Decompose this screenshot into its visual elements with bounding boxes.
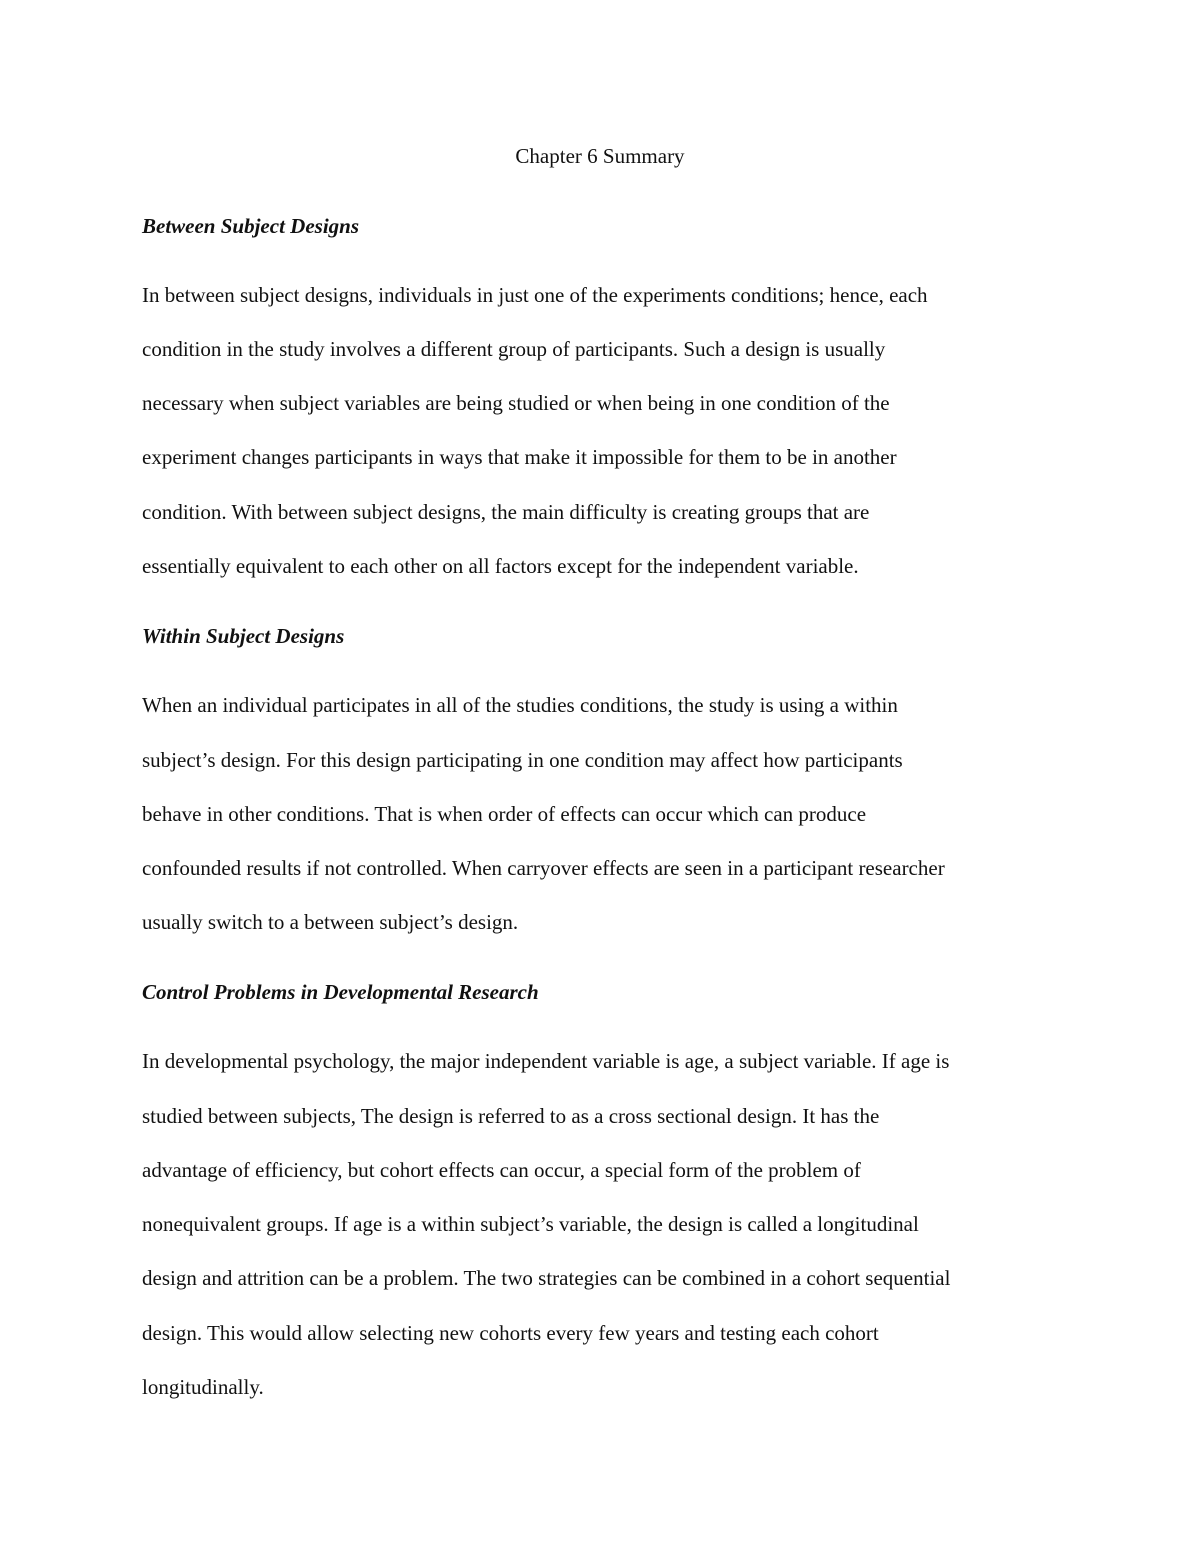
paragraph-line: condition in the study involves a different group of participants. Such a design is usually (142, 337, 886, 361)
paragraph-line: behave in other conditions. That is when order of effects can occur which can produce (142, 802, 867, 826)
paragraph-line: necessary when subject variables are being studied or when being in one condition of the (142, 391, 890, 415)
paragraph-line: usually switch to a between subject’s design. (142, 910, 519, 934)
section-heading: Within Subject Designs (142, 624, 345, 648)
paragraph-line: In developmental psychology, the major independent variable is age, a subject variable. If age is (142, 1049, 950, 1073)
paragraph-line: essentially equivalent to each other on all factors except for the independent variable. (142, 554, 859, 578)
paragraph-line: When an individual participates in all of the studies conditions, the study is using a within (142, 693, 898, 717)
paragraph-line: studied between subjects, The design is referred to as a cross sectional design. It has the (142, 1104, 880, 1128)
paragraph-line: subject’s design. For this design participating in one condition may affect how participants (142, 748, 903, 772)
paragraph-line: confounded results if not controlled. When carryover effects are seen in a participant researcher (142, 856, 945, 880)
paragraph-line: design. This would allow selecting new cohorts every few years and testing each cohort (142, 1321, 879, 1345)
paragraph-line: longitudinally. (142, 1375, 264, 1399)
paragraph-line: In between subject designs, individuals in just one of the experiments conditions; hence, each (142, 283, 928, 307)
section-heading: Control Problems in Developmental Research (142, 980, 539, 1004)
paragraph-line: nonequivalent groups. If age is a within subject’s variable, the design is called a longitudinal (142, 1212, 919, 1236)
section-heading: Between Subject Designs (142, 214, 360, 238)
document-title: Chapter 6 Summary (515, 144, 685, 168)
paragraph-line: condition. With between subject designs, the main difficulty is creating groups that are (142, 500, 870, 524)
paragraph-line: experiment changes participants in ways that make it impossible for them to be in another (142, 445, 897, 469)
paragraph-line: design and attrition can be a problem. The two strategies can be combined in a cohort sequential (142, 1266, 951, 1290)
paragraph-line: advantage of efficiency, but cohort effects can occur, a special form of the problem of (142, 1158, 861, 1182)
